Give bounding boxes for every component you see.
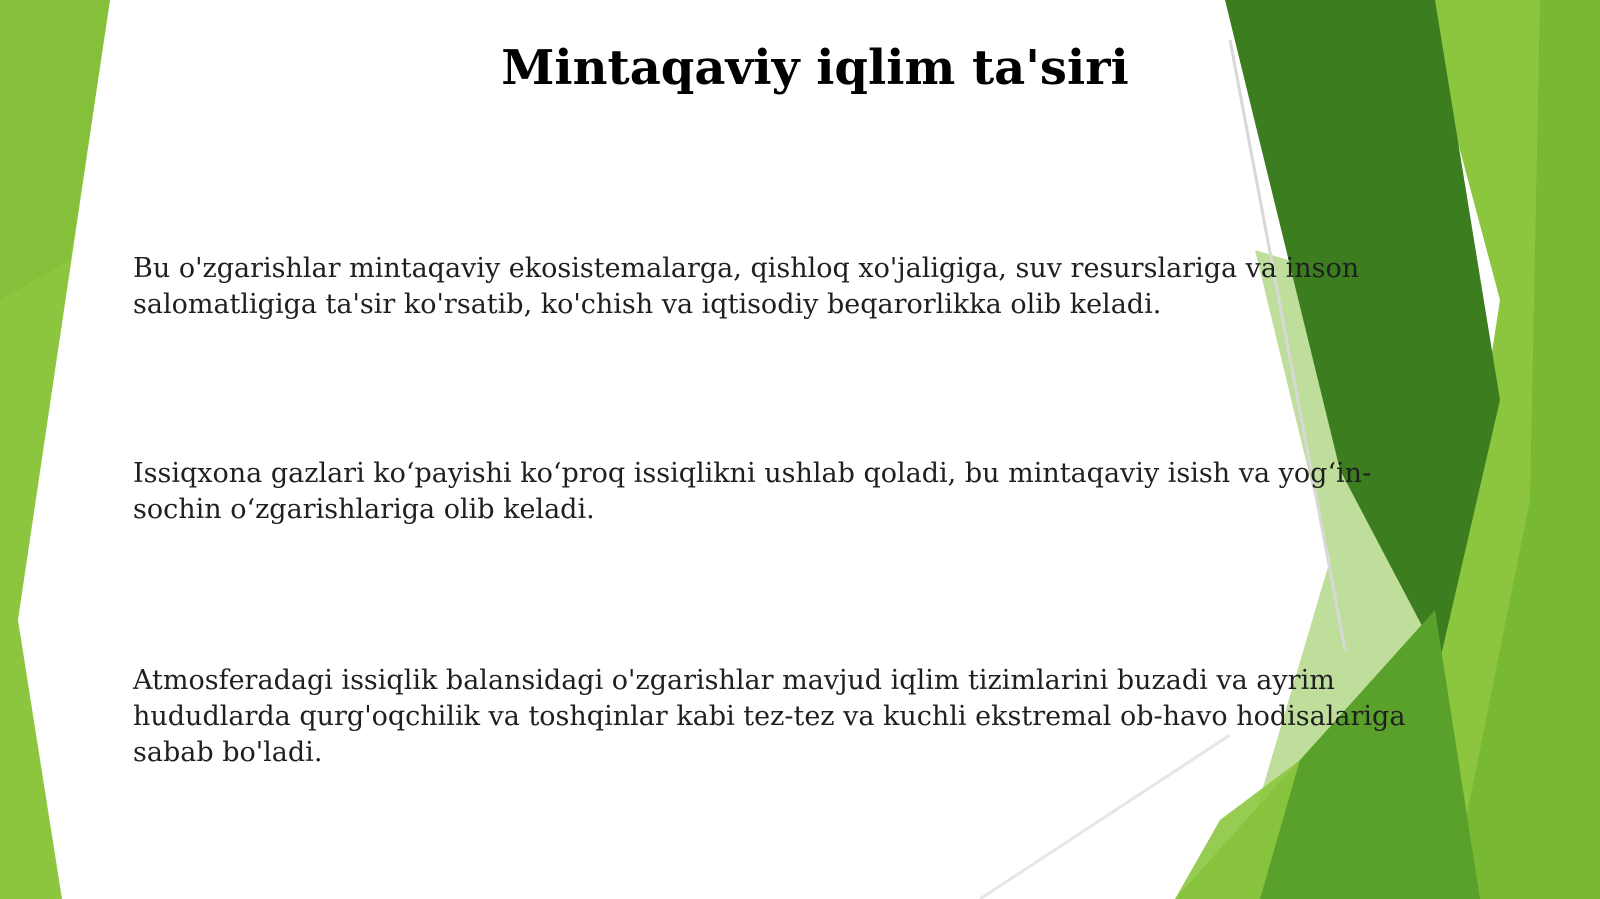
left-green-facet-shade (0, 0, 110, 300)
paragraph-3: Atmosferadagi issiqlik balansidagi o'zgarishlar mavjud iqlim tizimlarini buzadi va ayrim hududlarda qurg'oqchilik va toshqinlar kabi tez-tez va kuchli ekstremal ob-havo hodisalariga sabab bo'ladi. (133, 665, 1406, 768)
paragraph-1: Bu o'zgarishlar mintaqaviy ekosistemalarga, qishloq xo'jaligiga, suv resurslariga va inson salomatligiga ta'sir ko'rsatib, ko'chish va iqtisodiy beqarorlikka olib keladi. (133, 253, 1360, 320)
slide-title: Mintaqaviy iqlim ta'siri (501, 40, 1129, 96)
paragraph-2: Issiqxona gazlari ko‘payishi ko‘proq issiqlikni ushlab qoladi, bu mintaqaviy isish va yog‘in-sochin o‘zgarishlariga olib keladi. (133, 458, 1372, 525)
